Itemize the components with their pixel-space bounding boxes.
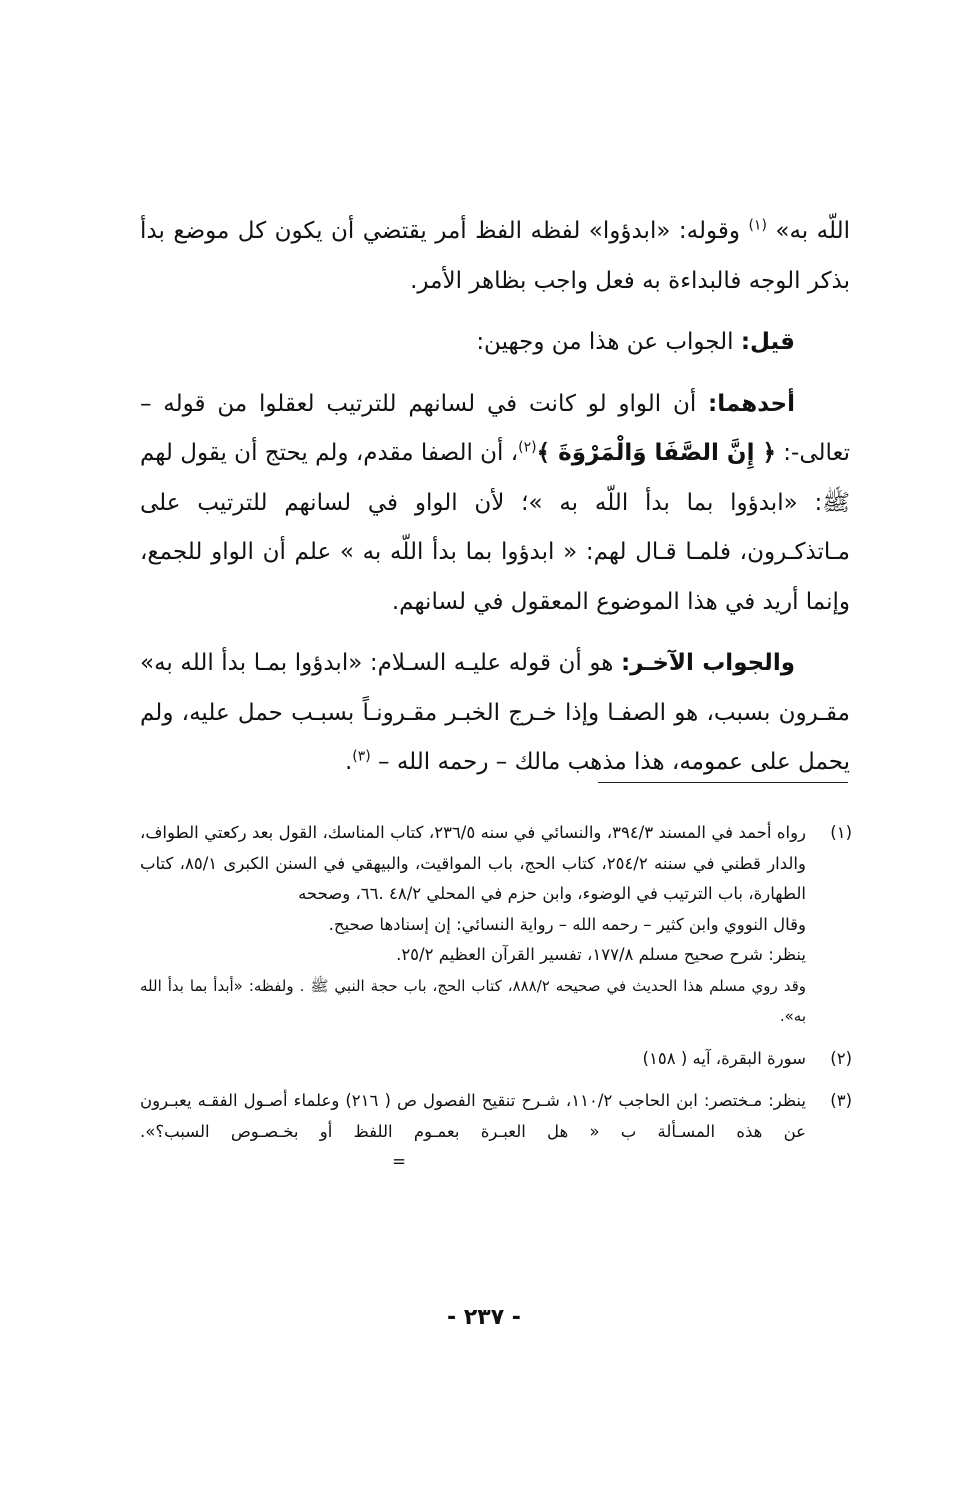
paragraph-1: [140, 207, 850, 306]
footnote-3: [140, 1086, 852, 1178]
footnote-1: [140, 818, 852, 1032]
continuation-mark: =: [392, 1152, 406, 1171]
paragraph-3: [140, 380, 850, 628]
paragraph-1-text-a: اللّه به»: [766, 218, 850, 244]
paragraph-4: [140, 639, 850, 788]
footnote-line: وقد روي مسلم هذا الحديث في صحيحه ٨٨٨/٢، كتاب الحج، باب حجة النبي ﷺ . ولفظه: «أبدأ بما بدأ الله به».: [140, 976, 806, 1025]
footnote-number: (٣): [830, 1091, 852, 1110]
footnote-body: [140, 818, 806, 1032]
footnote-body: [140, 1086, 806, 1178]
paragraph-4-text-b: .: [344, 749, 353, 775]
footnote-line: رواه أحمد في المسند ٣٩٤/٣، والنسائي في سنه ٢٣٦/٥، كتاب المناسك، القول بعد ركعتي الطواف، والدار قطني في سننه ٢٥٤/٢، كتاب الحج، باب المواقيت، والبيهقي في السنن الكبرى ٨٥/١، كتاب الطهارة، باب الترتيب في الوضوء، وابن حزم في المحلي ٤٨/٢ .٦٦، وصححه: [140, 823, 806, 903]
quran-verse: ﴿ إِنَّ الصَّفَا وَالْمَرْوَةَ ﴾: [536, 440, 776, 466]
paragraph-4-text-a: هو أن قوله عليـه السـلام: «ابدؤوا بمـا بدأ الله به» مقـرون بسبب، هو الصفـا وإذا خـرج الخبـر مقـرونـاً بسبـب حمل عليه، ولم يحمل على عمومه، هذا مذهب مالك – رحمه الله –: [140, 650, 850, 775]
footnote-ref-2: (٢): [518, 439, 537, 456]
footnote-number: (٢): [830, 1048, 852, 1068]
footnote-line-text: ينظر: مـختصر: ابن الحاجب ١١٠/٢، شـرح تنقيح الفصول ص ( ٢١٦) وعلماء أصـول الفقـه يعبـرون عن هذه المسـألة ب « هل العبـرة بعمـوم اللفظ أو بخـصـوص السبب؟».: [140, 1091, 807, 1141]
footnote-line: سورة البقرة، آيه ( ١٥٨): [642, 1048, 806, 1068]
main-text: [140, 207, 850, 788]
footnotes: [140, 818, 852, 1190]
footnote-ref-1: (١): [748, 217, 767, 234]
page-number: - ٢٣٧ -: [447, 1305, 521, 1330]
paragraph-2-text: الجواب عن هذا من وجهين:: [476, 329, 741, 355]
footnote-2: [140, 1044, 852, 1075]
paragraph-2: [140, 318, 850, 368]
paragraph-1-text-b: وقوله: «ابدؤوا» لفظه الفظ أمر يقتضي أن يكون كل موضع بدأ بذكر الوجه فالبداءة به فعل واجب بظاهر الأمر.: [140, 218, 850, 294]
paragraph-3-text-a: أن الواو لو كانت في لسانهم للترتيب لعقلوا من قوله – تعالى-:: [140, 390, 850, 466]
footnote-number: (١): [830, 823, 852, 842]
paragraph-3-label: أحدهما:: [708, 390, 795, 417]
paragraph-3-text-b: ، أن الصفا مقدم، ولم يحتج أن يقول لهم ﷺ: «ابدؤوا بما بدأ اللّه به »؛ لأن الواو في لسانهم للترتيب على مـاتذكـرون، فلمـا قـال لهم: « ابدؤوا بما بدأ اللّه به » علم أن الواو للجمع، وإنما أريد في هذا الموضوع المعقول في لسانهم.: [140, 440, 850, 615]
footnote-body: [140, 1044, 806, 1075]
footnote-divider: [598, 782, 848, 783]
footnote-line: وقال النووي وابن كثير – رحمه الله – رواية النسائي: إن إسنادها صحيح.: [328, 914, 806, 934]
footnote-line: [140, 1086, 806, 1178]
paragraph-4-label: والجواب الآخـر:: [620, 650, 796, 676]
paragraph-2-label: قيل:: [740, 329, 795, 355]
footnote-ref-3: (٣): [352, 748, 371, 765]
footnote-line: ينظر: شرح صحيح مسلم ١٧٧/٨، تفسير القرآن العظيم ٢٥/٢.: [396, 945, 806, 964]
